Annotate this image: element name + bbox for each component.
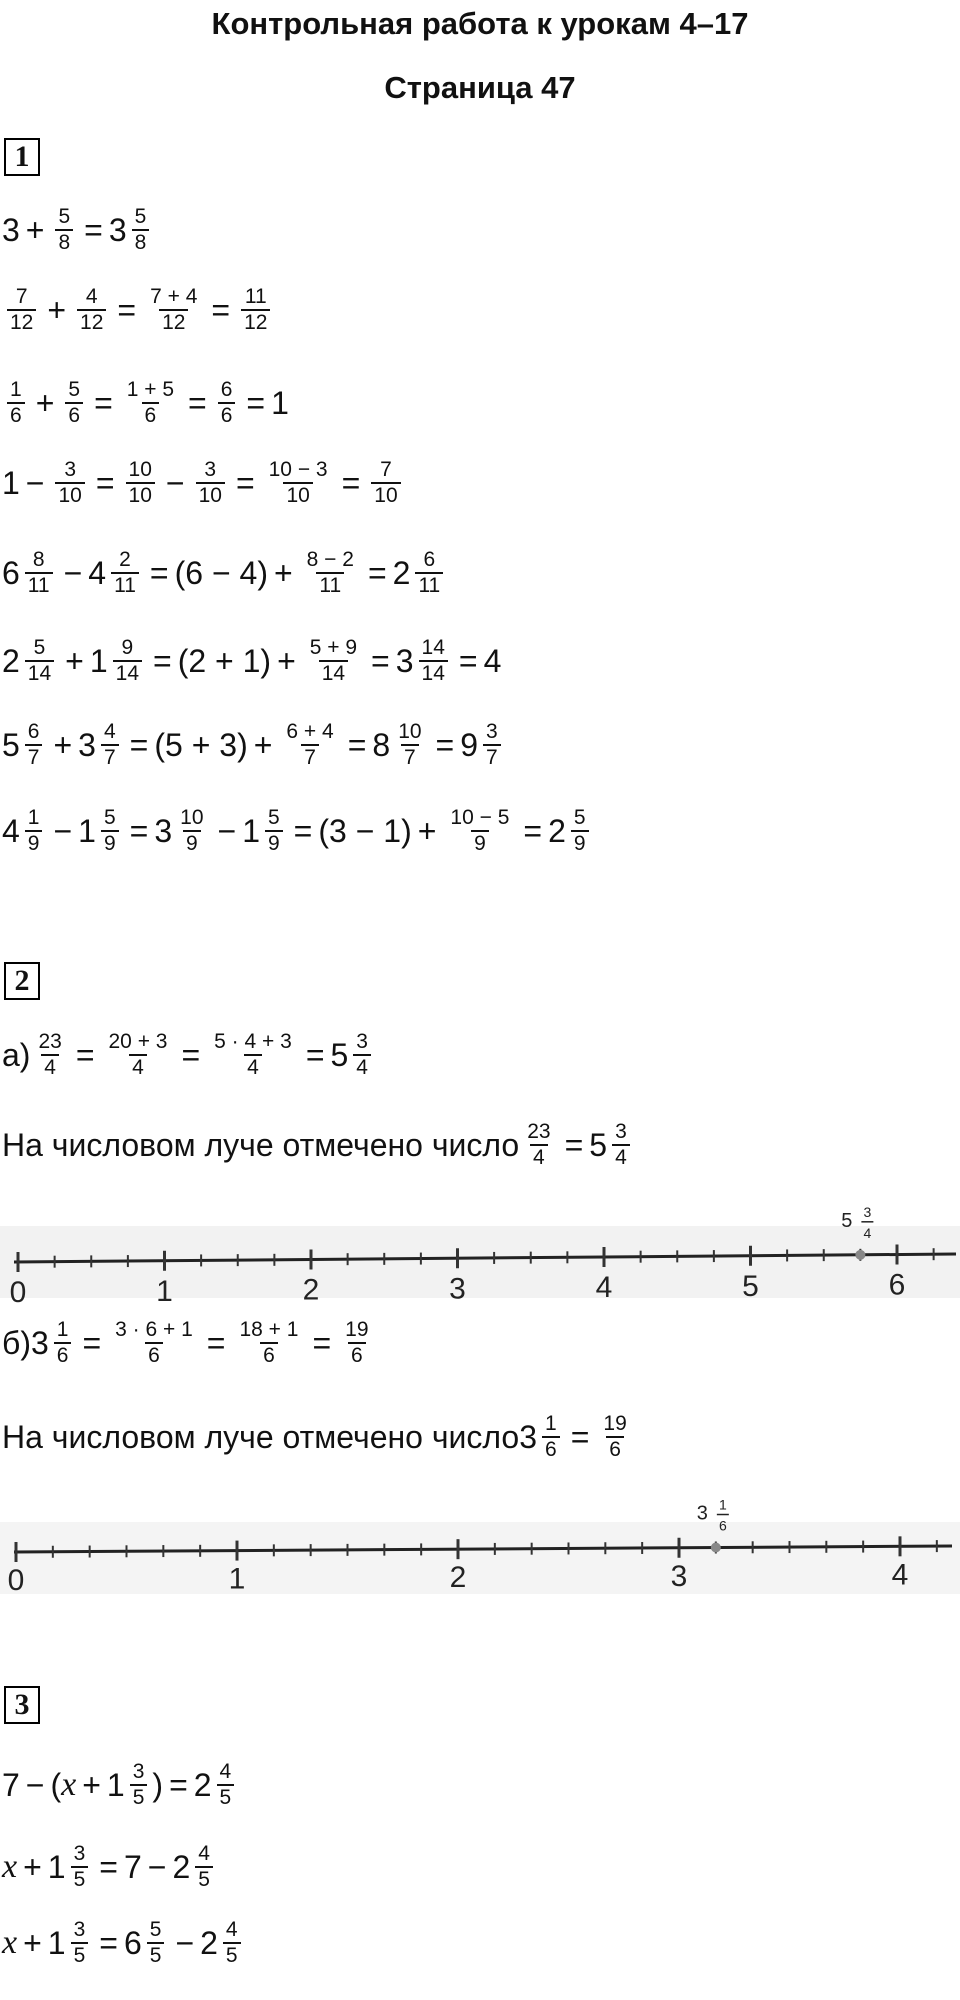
tick-label: 1	[156, 1274, 173, 1306]
denominator: 11	[25, 572, 53, 598]
fraction	[371, 458, 400, 508]
point-label-denominator: 6	[718, 1517, 727, 1534]
numerator: 1 + 5	[126, 378, 175, 401]
fraction	[307, 636, 360, 686]
equation-line	[2, 806, 594, 856]
operator: =	[458, 642, 478, 679]
denominator: 4	[353, 1054, 371, 1080]
numerator: 1	[10, 378, 22, 401]
fraction	[265, 806, 283, 856]
tick-label: 5	[742, 1269, 759, 1303]
denominator: 6	[7, 402, 25, 428]
numerator: 3	[615, 1120, 627, 1143]
text: На числовом луче отмечено число	[2, 1126, 520, 1163]
tick-label: 2	[302, 1273, 320, 1306]
numerator: 4	[225, 1918, 238, 1941]
equation-line	[2, 636, 501, 686]
text: 6	[2, 554, 20, 591]
operator: +	[273, 554, 293, 591]
operator: =	[95, 464, 115, 501]
operator: =	[99, 1848, 118, 1885]
operator: =	[235, 464, 255, 501]
operator: =	[570, 1418, 590, 1455]
numerator: 3	[486, 720, 498, 743]
fraction	[211, 1030, 295, 1080]
point-label-numerator: 3	[863, 1203, 872, 1220]
denominator: 9	[571, 830, 589, 856]
numerator: 6	[220, 378, 233, 401]
text: (3 − 1)	[318, 812, 412, 849]
fraction	[266, 458, 331, 508]
text: 2	[172, 1848, 191, 1885]
denominator: 12	[77, 309, 106, 335]
numerator: 23	[527, 1120, 551, 1143]
equation-line-b	[2, 1318, 377, 1368]
operator: =	[117, 291, 137, 328]
text: 5	[330, 1036, 349, 1073]
operator: =	[523, 812, 543, 849]
operator: +	[417, 812, 437, 849]
operator: −	[25, 464, 45, 501]
text: 2	[193, 1766, 212, 1803]
text: 1	[89, 642, 108, 679]
denominator: 5	[71, 1942, 89, 1968]
equation-line	[2, 720, 506, 770]
tick-label: 0	[7, 1564, 25, 1597]
tick-label: 4	[595, 1271, 613, 1305]
number-line-b	[0, 1500, 960, 1600]
text: 3	[395, 642, 414, 679]
fraction	[54, 1318, 72, 1368]
denominator: 7	[101, 744, 119, 770]
numerator: 20 + 3	[108, 1030, 168, 1053]
numerator: 5	[103, 806, 116, 829]
denominator: 12	[241, 309, 270, 335]
numerator: 4	[85, 285, 98, 308]
operator: =	[181, 1036, 201, 1073]
tick-label: 0	[9, 1276, 27, 1306]
denominator: 14	[25, 660, 54, 686]
tick-label: 4	[891, 1558, 909, 1592]
numerator: 4	[103, 720, 116, 743]
text: 3	[30, 1324, 49, 1361]
text: 4	[88, 554, 107, 591]
numerator: 7	[15, 285, 28, 308]
text: 9	[460, 726, 479, 763]
fraction	[483, 720, 501, 770]
denominator: 5	[217, 1784, 235, 1810]
text: 3	[108, 211, 127, 248]
operator: +	[25, 211, 45, 248]
denominator: 9	[183, 830, 201, 856]
operator: =	[341, 464, 361, 501]
denominator: 6	[142, 402, 160, 428]
text: (5 + 3)	[154, 726, 248, 763]
text: (6 − 4)	[174, 554, 268, 591]
point-label-numerator: 1	[718, 1500, 727, 1513]
denominator: 10	[55, 482, 84, 508]
text: 8	[372, 726, 391, 763]
text: 1	[78, 812, 96, 849]
marked-point	[855, 1250, 865, 1260]
fraction	[342, 1318, 371, 1368]
point-label-whole: 3	[696, 1502, 708, 1525]
operator: =	[206, 1324, 226, 1361]
numerator: 8 − 2	[306, 548, 354, 571]
answer-text-a	[2, 1120, 635, 1170]
fraction	[55, 205, 73, 255]
operator: =	[305, 1036, 325, 1073]
fraction	[25, 548, 53, 598]
operator: =	[84, 211, 103, 248]
denominator: 6	[348, 1342, 366, 1368]
operator: =	[129, 726, 149, 763]
operator: =	[312, 1324, 332, 1361]
task-number-2: 2	[4, 962, 40, 1000]
fraction	[25, 720, 43, 770]
operator: =	[347, 726, 367, 763]
fraction	[223, 1918, 241, 1968]
denominator: 9	[25, 830, 43, 856]
numerator: 3	[204, 458, 217, 481]
numerator: 3	[356, 1030, 368, 1053]
numerator: 19	[345, 1318, 369, 1341]
denominator: 12	[7, 309, 36, 335]
denominator: 8	[132, 229, 150, 255]
denominator: 14	[113, 660, 142, 686]
fraction	[7, 378, 25, 428]
text: 2	[2, 642, 20, 679]
equation-line-a	[2, 1030, 376, 1080]
fraction	[113, 636, 142, 686]
numerator: 7	[380, 458, 392, 481]
denominator: 11	[111, 572, 139, 598]
numerator: 10 − 3	[268, 458, 328, 481]
operator: =	[94, 384, 113, 421]
equation-line	[2, 285, 275, 335]
numerator: 5 · 4 + 3	[214, 1030, 292, 1053]
fraction	[177, 806, 206, 856]
denominator: 6	[606, 1436, 624, 1462]
fraction	[101, 720, 119, 770]
text: (	[50, 1766, 62, 1803]
fraction	[35, 1030, 64, 1080]
text: (2 + 1)	[177, 642, 272, 679]
denominator: 7	[301, 744, 319, 770]
equation-line	[2, 1760, 239, 1810]
fraction	[542, 1412, 560, 1462]
numerator: 5 + 9	[309, 636, 358, 659]
numerator: 10 − 5	[450, 806, 510, 829]
fraction	[71, 1918, 89, 1968]
text: 1	[271, 384, 289, 421]
fraction	[612, 1120, 630, 1170]
numerator: 3	[132, 1760, 145, 1783]
point-label-whole: 5	[841, 1209, 853, 1232]
numerator: 3	[73, 1842, 86, 1865]
numerator: 5	[134, 205, 147, 228]
denominator: 10	[371, 482, 400, 508]
equation-line	[2, 458, 406, 508]
fraction	[130, 1760, 148, 1810]
fraction	[25, 806, 43, 856]
denominator: 11	[316, 572, 344, 598]
operator: +	[23, 1924, 42, 1961]
operator: =	[82, 1324, 102, 1361]
denominator: 10	[196, 482, 225, 508]
fraction	[353, 1030, 371, 1080]
denominator: 9	[101, 830, 119, 856]
denominator: 7	[25, 744, 43, 770]
denominator: 7	[401, 744, 419, 770]
fraction	[126, 458, 155, 508]
fraction	[106, 1030, 171, 1080]
fraction	[147, 1918, 165, 1968]
text: 3	[519, 1418, 538, 1455]
task-number-3: 3	[4, 1686, 40, 1724]
fraction	[600, 1412, 629, 1462]
fraction	[55, 458, 84, 508]
text: 4	[2, 812, 20, 849]
numerator: 3	[73, 1918, 86, 1941]
operator: −	[175, 1924, 195, 1961]
fraction	[524, 1120, 553, 1170]
text: На числовом луче отмечено число	[2, 1418, 520, 1455]
fraction	[196, 458, 225, 508]
fraction	[283, 720, 336, 770]
fraction	[111, 548, 139, 598]
operator: =	[435, 726, 455, 763]
operator: −	[53, 812, 73, 849]
tick-label: 6	[888, 1268, 906, 1302]
answer-text-b	[2, 1412, 635, 1462]
denominator: 6	[542, 1436, 560, 1462]
equation-line	[2, 205, 154, 255]
operator: =	[211, 291, 231, 328]
numerator: 3 · 6 + 1	[115, 1318, 193, 1341]
denominator: 14	[319, 660, 348, 686]
fraction	[447, 806, 512, 856]
denominator: 4	[41, 1054, 59, 1080]
operator: =	[153, 642, 172, 679]
fraction	[65, 378, 83, 428]
equation-line	[2, 378, 289, 428]
fraction	[218, 378, 236, 428]
numerator: 6 + 4	[286, 720, 334, 743]
operator: =	[169, 1766, 188, 1803]
numerator: 5	[267, 806, 280, 829]
text: 1	[106, 1766, 125, 1803]
denominator: 12	[159, 309, 188, 335]
text: б)	[2, 1324, 31, 1361]
tick-label: 3	[449, 1272, 466, 1306]
page-subtitle: Страница 47	[384, 70, 576, 105]
operator: −	[217, 812, 237, 849]
denominator: 14	[419, 660, 448, 686]
text: 2	[200, 1924, 218, 1961]
denominator: 4	[244, 1054, 262, 1080]
equation-line	[2, 1842, 218, 1892]
denominator: 4	[612, 1144, 630, 1170]
numerator: 6	[423, 548, 436, 571]
operator: =	[75, 1036, 95, 1073]
numerator: 9	[121, 636, 134, 659]
denominator: 10	[126, 482, 155, 508]
operator: =	[188, 384, 207, 421]
operator: =	[149, 554, 169, 591]
numerator: 10	[180, 806, 204, 829]
text: 3	[2, 211, 20, 248]
denominator: 4	[530, 1144, 548, 1170]
fraction	[25, 636, 54, 686]
tick-label: 2	[449, 1561, 467, 1595]
numerator: 1	[56, 1318, 69, 1341]
numerator: 5	[149, 1918, 162, 1941]
numerator: 4	[198, 1842, 210, 1865]
numerator: 18 + 1	[239, 1318, 299, 1341]
numerator: 8	[32, 548, 45, 571]
denominator: 4	[129, 1054, 147, 1080]
numerator: 7 + 4	[150, 285, 198, 308]
numerator: 1	[545, 1412, 557, 1435]
text: 5	[2, 726, 20, 763]
operator: =	[367, 554, 387, 591]
operator: +	[277, 642, 296, 679]
number-line-background	[0, 1522, 960, 1594]
fraction	[101, 806, 119, 856]
text: 2	[392, 554, 411, 591]
text: )	[152, 1766, 164, 1803]
denominator: 5	[71, 1866, 89, 1892]
numerator: 19	[603, 1412, 627, 1435]
operator: =	[246, 384, 266, 421]
denominator: 5	[130, 1784, 148, 1810]
numerator: 10	[128, 458, 152, 481]
fraction	[132, 205, 150, 255]
numerator: 5	[33, 636, 46, 659]
operator: =	[371, 642, 390, 679]
variable: x	[2, 1924, 18, 1961]
denominator: 6	[260, 1342, 278, 1368]
numerator: 11	[244, 285, 267, 308]
page-title: Контрольная работа к урокам 4–17	[211, 6, 749, 41]
text: 1	[2, 464, 20, 501]
operator: =	[99, 1924, 118, 1961]
fraction	[236, 1318, 301, 1368]
text: 1	[47, 1848, 66, 1885]
number-line-a	[0, 1196, 960, 1306]
operator: +	[35, 384, 55, 421]
denominator: 6	[54, 1342, 72, 1368]
operator: +	[253, 726, 273, 763]
fraction	[395, 720, 424, 770]
fraction	[195, 1842, 213, 1892]
fraction	[147, 285, 200, 335]
numerator: 14	[421, 636, 445, 659]
operator: +	[65, 642, 84, 679]
variable: x	[61, 1766, 77, 1803]
denominator: 6	[65, 402, 83, 428]
operator: +	[23, 1848, 42, 1885]
text: 1	[242, 812, 260, 849]
fraction	[77, 285, 106, 335]
fraction	[71, 1842, 89, 1892]
operator: −	[147, 1848, 167, 1885]
denominator: 9	[265, 830, 283, 856]
text: 1	[47, 1924, 66, 1961]
operator: =	[564, 1126, 584, 1163]
text: а)	[2, 1036, 31, 1073]
operator: +	[82, 1766, 101, 1803]
fraction	[304, 548, 357, 598]
denominator: 9	[471, 830, 489, 856]
numerator: 23	[38, 1030, 62, 1053]
text: 6	[123, 1924, 142, 1961]
text: 7	[123, 1848, 142, 1885]
text: 5	[589, 1126, 608, 1163]
denominator: 6	[218, 402, 236, 428]
text: 4	[483, 642, 502, 679]
text: 7	[2, 1766, 20, 1803]
text: 3	[154, 812, 173, 849]
tick-label: 3	[670, 1559, 688, 1593]
numerator: 1	[27, 806, 40, 829]
variable: x	[2, 1848, 18, 1885]
fraction	[415, 548, 443, 598]
numerator: 5	[58, 205, 71, 228]
operator: +	[53, 726, 73, 763]
text: 2	[548, 812, 566, 849]
denominator: 7	[483, 744, 501, 770]
numerator: 5	[68, 378, 81, 401]
denominator: 5	[195, 1866, 213, 1892]
equation-line	[2, 1918, 246, 1968]
fraction	[241, 285, 270, 335]
text: 3	[78, 726, 96, 763]
equation-line	[2, 548, 448, 598]
numerator: 2	[119, 548, 131, 571]
fraction	[419, 636, 448, 686]
operator: +	[47, 291, 67, 328]
numerator: 10	[398, 720, 422, 743]
fraction	[571, 806, 589, 856]
denominator: 10	[283, 482, 312, 508]
fraction	[7, 285, 36, 335]
operator: −	[165, 464, 185, 501]
denominator: 6	[145, 1342, 163, 1368]
numerator: 3	[64, 458, 76, 481]
fraction	[112, 1318, 196, 1368]
point-label-denominator: 4	[863, 1224, 872, 1241]
tick-label: 1	[228, 1562, 246, 1596]
marked-point	[711, 1543, 721, 1553]
numerator: 5	[573, 806, 586, 829]
operator: =	[293, 812, 313, 849]
numerator: 4	[219, 1760, 232, 1783]
denominator: 11	[415, 572, 443, 598]
denominator: 8	[55, 229, 73, 255]
denominator: 5	[147, 1942, 165, 1968]
fraction	[124, 378, 177, 428]
task-number-1: 1	[4, 138, 40, 176]
operator: −	[25, 1766, 45, 1803]
operator: −	[63, 554, 83, 591]
operator: =	[129, 812, 149, 849]
fraction	[217, 1760, 235, 1810]
denominator: 5	[223, 1942, 241, 1968]
numerator: 6	[27, 720, 40, 743]
